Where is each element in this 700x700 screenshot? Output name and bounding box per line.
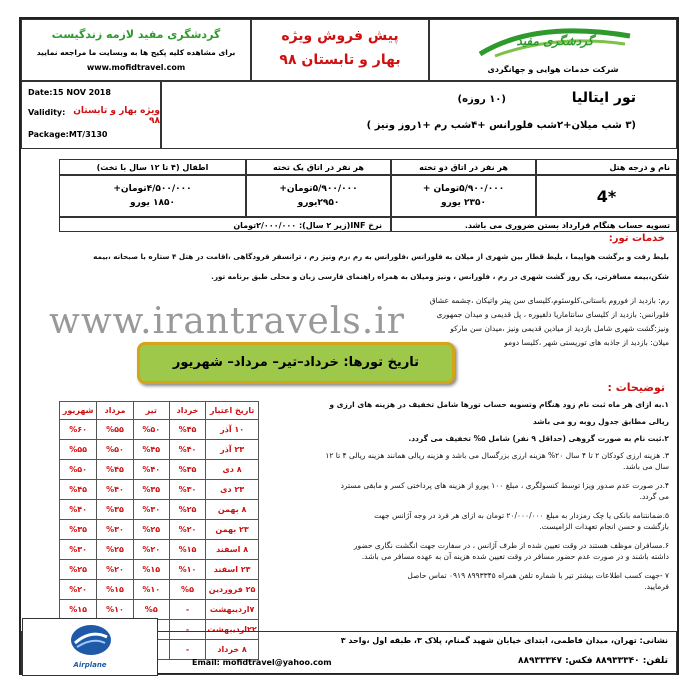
itinerary-milan: میلان: بازدید از جاذبه های توریستی شهر ،کلیسا دومو bbox=[504, 338, 669, 347]
discount-value-cell: %۳۰ bbox=[133, 500, 169, 520]
discount-value-cell: %۵۰ bbox=[60, 460, 97, 480]
note-5a: ۵.ضمانتنامه بانکی یا چک رمزدار به مبلغ ۲۰/۰۰۰/۰۰۰ تومان به ازای هر فرد در وجه آژانس جهت bbox=[374, 511, 669, 520]
itinerary-rome: رم: بازدید از فوروم باستانی،کلوسئوم،کلیسای سن پیتر واتیکان ،چشمه عشاق bbox=[429, 296, 669, 305]
discount-value-cell: - bbox=[169, 640, 205, 660]
discount-header-cell: تیر bbox=[133, 402, 169, 420]
discount-value-cell: %۳۵ bbox=[169, 460, 205, 480]
discount-deadline-cell: ۸ اسفند bbox=[206, 540, 259, 560]
discount-value-cell: %۲۰ bbox=[97, 560, 133, 580]
note-6b: داشته باشند و در صورت عدم حضور مسافر در وقت تعیین شده هزینه آن به عهده مسافر می باشد. bbox=[361, 552, 669, 561]
price-header-single bbox=[246, 159, 391, 175]
settlement-text: تسویه حساب هنگام قرارداد بستن ضروری می باشد. bbox=[464, 221, 670, 230]
discount-value-cell: %۵۵ bbox=[97, 420, 133, 440]
hotel-header: نام و درجه هتل bbox=[609, 163, 670, 172]
hotel-stars: 4* bbox=[596, 187, 617, 206]
discount-value-cell: %۱۰ bbox=[97, 600, 133, 620]
discount-value-cell: %۶۰ bbox=[60, 420, 97, 440]
discount-deadline-cell: ۸ بهمن bbox=[206, 500, 259, 520]
discount-value-cell: %۵ bbox=[169, 580, 205, 600]
visit-site-text: برای مشاهده کلیه پکیج ها به وبسایت ما مراجعه نمایید bbox=[36, 48, 236, 57]
discount-value-cell: %۱۵ bbox=[97, 580, 133, 600]
note-3b: سال می باشد. bbox=[622, 462, 669, 471]
discount-header-cell: شهریور bbox=[60, 402, 97, 420]
price-header-child bbox=[59, 159, 246, 175]
double-header: هر نفر در اتاق دو تخته bbox=[419, 163, 508, 172]
discount-deadline-cell: ۸ خرداد bbox=[206, 640, 259, 660]
footer-phone: تلفن: ۸۸۹۳۳۳۴۰ فکس: ۸۸۹۳۳۳۴۷ bbox=[518, 656, 668, 666]
notes-list bbox=[263, 399, 669, 592]
discount-value-cell: %۴۵ bbox=[97, 460, 133, 480]
validity-label: Validity: bbox=[28, 108, 66, 117]
discount-value-cell: %۲۰ bbox=[133, 540, 169, 560]
discount-row bbox=[60, 420, 259, 440]
discount-value-cell: %۴۵ bbox=[133, 440, 169, 460]
discount-value-cell: %۱۰ bbox=[169, 560, 205, 580]
brand-logo-text: گردشگری مفید bbox=[516, 34, 594, 48]
discount-row bbox=[60, 540, 259, 560]
child-price-euro: ۱۸۵۰ یورو bbox=[130, 198, 175, 208]
discount-value-cell: - bbox=[169, 620, 205, 640]
discount-row bbox=[60, 580, 259, 600]
date-text: Date:15 NOV 2018 bbox=[28, 88, 111, 97]
tour-title-box bbox=[161, 81, 677, 149]
discount-value-cell: %۴۵ bbox=[169, 420, 205, 440]
discount-value-cell: %۵۰ bbox=[133, 420, 169, 440]
discount-header-cell: خرداد bbox=[169, 402, 205, 420]
discount-value-cell: %۴۵ bbox=[60, 480, 97, 500]
price-header-hotel bbox=[536, 159, 677, 175]
discount-value-cell: %۵۵ bbox=[60, 440, 97, 460]
airplane-logo-icon bbox=[69, 623, 113, 657]
discount-row bbox=[60, 520, 259, 540]
website-url[interactable]: www.mofidtravel.com bbox=[86, 63, 186, 72]
note-6a: ۶.مسافران موظف هستند در وقت تعیین شده از طرف آژانس ، در سفارت جهت انگشت نگاری حضور bbox=[353, 541, 669, 550]
note-1b: ریالی مطابق جدول روبه رو می باشد bbox=[532, 417, 669, 426]
dates-banner-text: تاریخ تورها: خرداد–تیر– مرداد– شهریور bbox=[172, 355, 420, 370]
child-price-toman: ۴/۵۰۰/۰۰۰تومان+ bbox=[113, 184, 192, 194]
discount-value-cell: %۳۵ bbox=[60, 520, 97, 540]
discount-deadline-cell: ۲۳ اسفند bbox=[206, 560, 259, 580]
discount-value-cell: %۳۰ bbox=[97, 520, 133, 540]
discount-row bbox=[60, 440, 259, 460]
discount-row bbox=[60, 480, 259, 500]
itinerary-venice: ونیز:گشت شهری شامل بازدید از میادین قدیمی ونیز ،میدان سن مارکو bbox=[450, 324, 669, 333]
discount-row bbox=[60, 500, 259, 520]
single-price-euro: ۲۹۵۰یورو bbox=[297, 198, 340, 208]
discount-value-cell: %۳۰ bbox=[60, 540, 97, 560]
discount-value-cell: %۴۰ bbox=[97, 480, 133, 500]
single-header: هر نفر در اتاق یک تخته bbox=[273, 163, 364, 172]
tour-duration: (۱۰ روزه) bbox=[457, 94, 506, 105]
info-box bbox=[21, 81, 161, 149]
discount-value-cell: %۲۰ bbox=[60, 580, 97, 600]
note-4a: ۴.در صورت عدم صدور ویزا توسط کنسولگری ، مبلغ ۱۰۰ یورو از هزینه های پرداختی کسر و مابقی مسترد bbox=[340, 481, 669, 490]
services-title: خدمات تور: bbox=[608, 233, 665, 244]
discount-deadline-cell: ۲۵ فروردین bbox=[206, 580, 259, 600]
tour-title: تور ایتالیا bbox=[571, 90, 636, 106]
price-header-double bbox=[391, 159, 536, 175]
discount-value-cell: %۴۰ bbox=[169, 440, 205, 460]
brand-subtitle: شرکت خدمات هوایی و جهانگردی bbox=[487, 65, 619, 74]
package-code: Package:MT/3130 bbox=[28, 130, 108, 139]
discount-deadline-cell: ۸ دی bbox=[206, 460, 259, 480]
flyer bbox=[19, 17, 679, 675]
season-title: بهار و تابستان ۹۸ bbox=[279, 52, 401, 68]
top-left-box bbox=[21, 19, 251, 81]
discount-value-cell: %۴۰ bbox=[60, 500, 97, 520]
discount-deadline-cell: ۲۳ بهمن bbox=[206, 520, 259, 540]
airline-logo-text: Airplane bbox=[73, 661, 107, 669]
tour-route: (۳ شب میلان+۲شب فلورانس +۴شب رم +۱روز ونیز ) bbox=[366, 120, 636, 131]
top-center-box bbox=[251, 19, 429, 81]
discount-value-cell: %۵۰ bbox=[97, 440, 133, 460]
double-price-euro: ۲۳۵۰ یورو bbox=[441, 198, 486, 208]
settlement-row bbox=[391, 217, 677, 232]
child-cell bbox=[59, 175, 246, 217]
services-line-2: شکن،بیمه مسافرتی، یک روز گشت شهری در رم ، فلورانس ، ونیز ومیلان به همراه راهنمای فارسی زبان و محلی طبق برنامه تور. bbox=[211, 272, 669, 281]
discount-deadline-cell: ۲۲اردیبهشت bbox=[206, 620, 259, 640]
double-price-toman: ۵/۹۰۰/۰۰۰تومان + bbox=[422, 184, 505, 194]
single-price-toman: ۵/۹۰۰/۰۰۰تومان+ bbox=[279, 184, 358, 194]
hotel-cell bbox=[536, 175, 677, 217]
discount-value-cell: %۳۰ bbox=[169, 480, 205, 500]
itinerary-florence: فلورانس: بازدید از کلیسای سانتاماریا دلفیوره ، پل قدیمی و میدان جمهوری bbox=[436, 310, 669, 319]
discount-row bbox=[60, 560, 259, 580]
validity-value: ویژه بهار و تابستان ۹۸ bbox=[73, 106, 160, 126]
brand-box bbox=[429, 19, 677, 81]
discount-value-cell: %۲۵ bbox=[169, 500, 205, 520]
note-7a: ۷ -جهت کسب اطلاعات بیشتر تیر با شماره تلفن همراه ۸۹۹۳۳۴۵ ۰۹۱۹ تماس حاصل bbox=[407, 571, 669, 580]
discount-value-cell: %۴۰ bbox=[133, 460, 169, 480]
discount-value-cell: %۱۵ bbox=[169, 540, 205, 560]
discount-value-cell: %۳۵ bbox=[133, 480, 169, 500]
discount-value-cell: %۲۵ bbox=[60, 560, 97, 580]
airline-logo-box bbox=[22, 618, 158, 676]
note-3a: ۳. هزینه ارزی کودکان ۲ تا ۴ سال ۲۰% هزینه ارزی بزرگسال می باشد و هزینه ریالی همانند هزینه ریالی ۴ تا ۱۲ bbox=[325, 451, 669, 460]
discount-value-cell: - bbox=[169, 600, 205, 620]
dates-banner bbox=[137, 342, 455, 384]
footer bbox=[21, 631, 677, 675]
discount-value-cell: %۱۵ bbox=[133, 560, 169, 580]
discount-header-cell: تاریخ اعتبار bbox=[206, 402, 259, 420]
discount-value-cell: %۲۰ bbox=[169, 520, 205, 540]
single-cell bbox=[246, 175, 391, 217]
discount-header-row bbox=[60, 402, 259, 420]
notes-title: توضیحات : bbox=[607, 381, 665, 394]
note-7b: فرمایید. bbox=[644, 582, 669, 591]
discount-deadline-cell: ۱۰ آذر bbox=[206, 420, 259, 440]
infant-row bbox=[59, 217, 391, 232]
infant-price: نرخ INF(زیر ۲ سال): ۲/۰۰۰/۰۰۰تومان bbox=[233, 221, 382, 230]
note-4b: می گردد. bbox=[639, 492, 669, 501]
presale-title: پیش فروش ویژه bbox=[281, 28, 399, 44]
footer-email[interactable]: Email: mofidtravel@yahoo.com bbox=[192, 658, 332, 667]
note-2: ۲.ثبت نام به صورت گروهی (حداقل ۹ نفر) شامل ۵% تخفیف می گردد. bbox=[408, 434, 669, 443]
footer-address: نشانی: تهران، میدان فاطمی، ابتدای خیابان شهید گمنام، پلاک ۳، طبقه اول ،واحد ۳ bbox=[340, 636, 668, 645]
watermark: www.irantravels.ir bbox=[49, 301, 405, 342]
discount-deadline-cell: ۲۳ آذر bbox=[206, 440, 259, 460]
discount-row bbox=[60, 600, 259, 620]
discount-deadline-cell: ۷اردیبهشت bbox=[206, 600, 259, 620]
discount-deadline-cell: ۲۳ دی bbox=[206, 480, 259, 500]
services-line-1: بلیط رفت و برگشت هواپیما ، بلیط قطار بین شهری از میلان به فلورانس ،فلورانس به رم ،رم ونیز رم ، ترانسفر فرودگاهی ،اقامت در هتل ۴ ستاره با صبحانه ،بیمه bbox=[93, 252, 669, 261]
slogan: گردشگری مفید لازمه زندگیست bbox=[51, 28, 221, 41]
discount-value-cell: %۳۵ bbox=[97, 500, 133, 520]
discount-value-cell: %۱۵ bbox=[60, 600, 97, 620]
discount-value-cell: %۲۵ bbox=[97, 540, 133, 560]
child-header: اطفال (۴ تا ۱۲ سال با تخت) bbox=[96, 163, 209, 172]
discount-value-cell: %۵ bbox=[133, 600, 169, 620]
note-1a: ۱.به ازای هر ماه ثبت نام زود هنگام وتسویه حساب تورها شامل تخفیف در هزینه های ارزی و bbox=[329, 400, 669, 409]
double-cell bbox=[391, 175, 536, 217]
discount-row bbox=[60, 460, 259, 480]
discount-header-cell: مرداد bbox=[97, 402, 133, 420]
discount-value-cell: %۱۰ bbox=[133, 580, 169, 600]
note-5b: بازگشت و حسن انجام تعهدات الزامیست. bbox=[539, 522, 669, 531]
discount-value-cell: %۲۵ bbox=[133, 520, 169, 540]
